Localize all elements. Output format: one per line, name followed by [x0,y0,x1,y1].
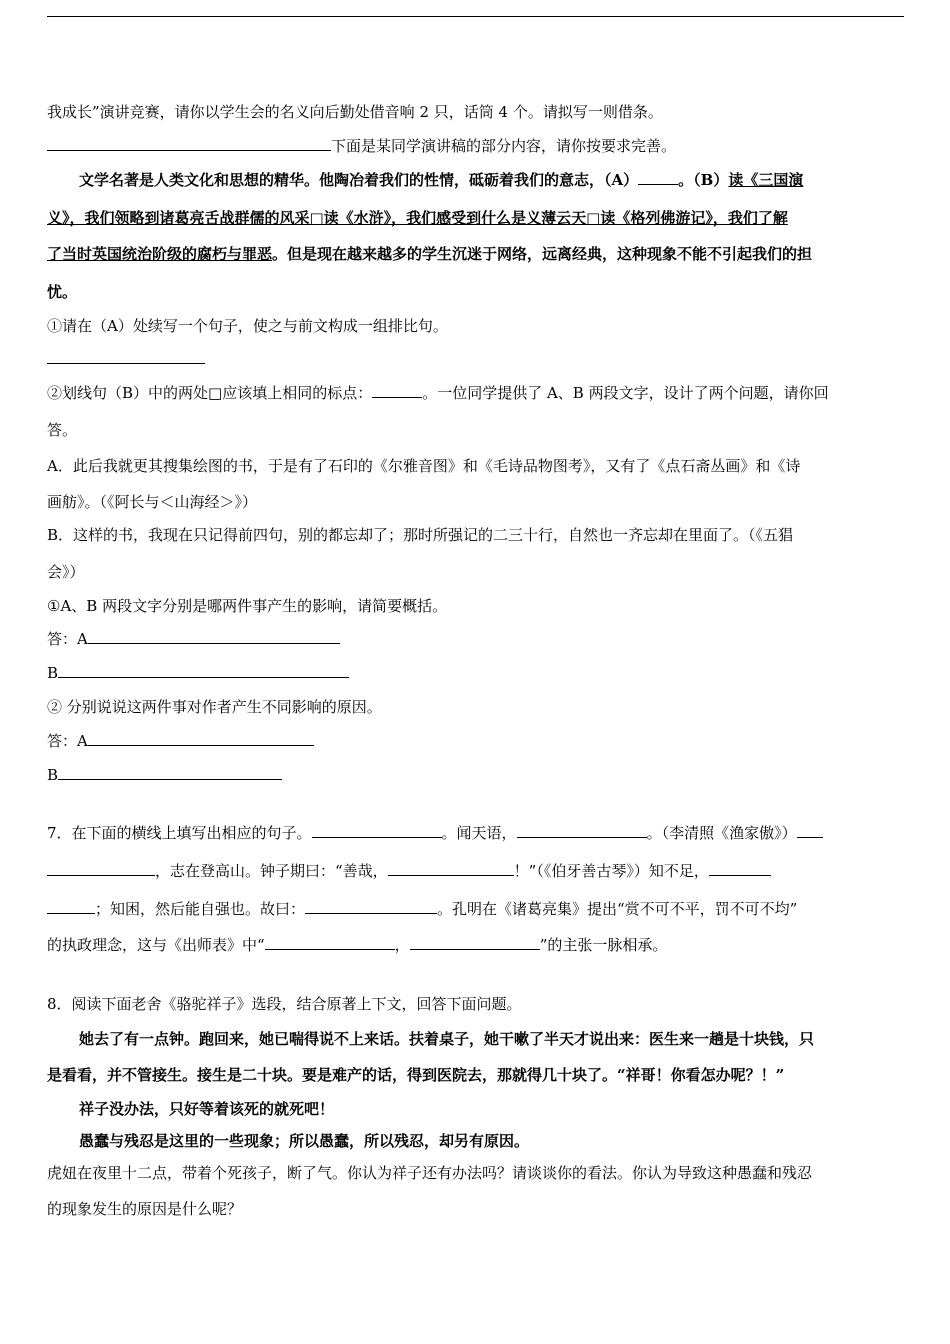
answer-blank[interactable] [305,898,437,914]
q7-line-2 [47,860,903,882]
q7-line-1 [47,822,903,844]
subquestion-text: ② 分别说说这两件事对作者产生不同影响的原因。 [47,698,382,716]
q6-subquestion-2-cont [47,419,903,441]
q6-subquestion-1 [47,315,903,337]
q6-line-1 [47,101,903,123]
answer-blank[interactable] [47,135,331,151]
q8-question-text: 虎妞在夜里十二点，带着个死孩子，断了气。你认为祥子还有办法吗？请谈谈你的看法。你认为导致这种愚蠢和残忍 [47,1164,813,1182]
answer-blank[interactable] [388,860,514,876]
q7-text: 。（李清照《渔家傲》） [646,824,797,842]
answer-b2-line [47,764,903,786]
passage-text: 。但是现在越来越多的学生沉迷于网络，远离经典，这种现象不能不引起我们的担 [272,245,813,263]
excerpt-a-line-1 [47,455,903,477]
q8-passage-line-4 [47,1130,903,1152]
q7-text: 。闻天语， [441,824,517,842]
passage-line-1 [47,169,903,191]
q6-answer-line [47,348,903,370]
q8-title [47,993,903,1015]
q7-text: ！”（《伯牙善古琴》）知不足， [513,862,709,880]
answer-label: B [47,664,59,682]
excerpt-a-line-2 [47,491,903,513]
underlined-sentence-b: 了当时英国统治阶级的腐朽与罪恶 [47,245,273,263]
passage-text: 忧。 [47,283,78,301]
subquestion-text: 答。 [47,421,78,439]
q6-subquestion-4 [47,696,903,718]
answer-blank[interactable] [797,822,823,838]
q7-text: 7．在下面的横线上填写出相应的句子。 [47,824,312,842]
answer-blank[interactable] [88,628,340,644]
passage-text: 文学名著是人类文化和思想的精华。他陶冶着我们的性情，砥砺着我们的意志，（A） [79,171,639,189]
excerpt-b-line-2 [47,561,903,583]
q6-subquestion-2 [47,382,903,404]
q8-question-line-2 [47,1198,903,1220]
q8-passage-text: 她去了有一点钟。跑回来，她已喘得说不上来话。扶着桌子，她干嗽了半天才说出来：医生来一趟是十块钱，只 [79,1030,815,1048]
subquestion-text: ①A、B 两段文字分别是哪两件事产生的影响，请简要概括。 [47,597,448,615]
excerpt-a-text: 画舫》。（《阿长与＜山海经＞》） [47,493,258,511]
q8-passage-text: 是看看，并不管接生。接生是二十块。要是难产的话，得到医院去，那就得几十块了。“祥哥！你看怎办呢？！” [47,1066,785,1084]
q8-passage-text: 祥子没办法，只好等着该死的就死吧！ [79,1100,335,1118]
q8-text: 8．阅读下面老舍《骆驼祥子》选段，结合原著上下文，回答下面问题。 [47,995,522,1013]
q7-text: ；知困，然后能自强也。故曰： [95,900,306,918]
underlined-sentence-b: 读《三国演 [728,171,804,189]
blank-a[interactable] [638,169,678,185]
answer-blank[interactable] [265,934,395,950]
q7-line-4 [47,934,903,956]
answer-blank[interactable] [58,764,282,780]
answer-a2-line [47,730,903,752]
header-rule [47,16,904,17]
q8-question-text: 的现象发生的原因是什么呢？ [47,1200,243,1218]
answer-blank[interactable] [47,860,155,876]
subquestion-text: 。一位同学提供了 A、B 两段文字，设计了两个问题，请你回 [422,384,829,402]
passage-line-2 [47,207,903,229]
underlined-sentence-b: 义》，我们领略到诸葛亮舌战群儒的风采□读《水浒》，我们感受到什么是义薄云天□读《格列佛游记》，我们了解 [47,209,788,227]
q6-line-2 [47,135,903,157]
q6-subquestion-3 [47,595,903,617]
answer-blank[interactable] [312,822,442,838]
answer-blank[interactable] [517,822,647,838]
q7-text: ”的主张一脉相承。 [539,936,668,954]
answer-a-line [47,628,903,650]
q8-passage-line-1 [47,1028,903,1050]
passage-line-4 [47,281,903,303]
answer-blank[interactable] [47,348,205,364]
passage-line-3 [47,243,903,265]
answer-b-line [47,662,903,684]
q7-line-3 [47,898,903,920]
q8-passage-line-2 [47,1064,903,1086]
q6-text-1: 我成长”演讲竞赛，请你以学生会的名义向后勤处借音响 2 只，话筒 4 个。请拟写一则借条。 [47,103,663,121]
answer-blank[interactable] [88,730,314,746]
answer-blank[interactable] [709,860,771,876]
answer-label: B [47,766,59,784]
q8-question-line-1 [47,1162,903,1184]
answer-blank[interactable] [58,662,349,678]
q8-passage-text: 愚蠢与残忍是这里的一些现象；所以愚蠢，所以残忍，却另有原因。 [79,1132,530,1150]
excerpt-b-line-1 [47,524,903,546]
q7-text: 的执政理念，这与《出师表》中“ [47,936,265,954]
subquestion-text: ②划线句（B）中的两处□应该填上相同的标点： [47,384,373,402]
excerpt-b-text: B．这样的书，我现在只记得前四句，别的都忘却了；那时所强记的二三十行，自然也一齐忘却在里面了。（《五猖 [47,526,794,544]
q8-passage-line-3 [47,1098,903,1120]
punctuation-blank[interactable] [372,382,422,398]
excerpt-a-text: A．此后我就更其搜集绘图的书，于是有了石印的《尔雅音图》和《毛诗品物图考》，又有了《点石斋丛画》和《诗 [47,457,801,475]
passage-text: 。（B） [678,171,729,189]
q7-text: ，志在登高山。钟子期曰：“善哉， [155,862,388,880]
subquestion-text: ①请在（A）处续写一个句子，使之与前文构成一组排比句。 [47,317,448,335]
answer-label: 答：A [47,732,88,750]
excerpt-b-text: 会》） [47,563,85,581]
answer-blank[interactable] [410,934,540,950]
q6-text-2: 下面是某同学演讲稿的部分内容，请你按要求完善。 [331,137,677,155]
answer-label: 答：A [47,630,88,648]
q7-text: ， [394,936,410,954]
answer-blank[interactable] [47,898,95,914]
q7-text: 。孔明在《诸葛亮集》提出“赏不可不平，罚不可不均” [437,900,798,918]
